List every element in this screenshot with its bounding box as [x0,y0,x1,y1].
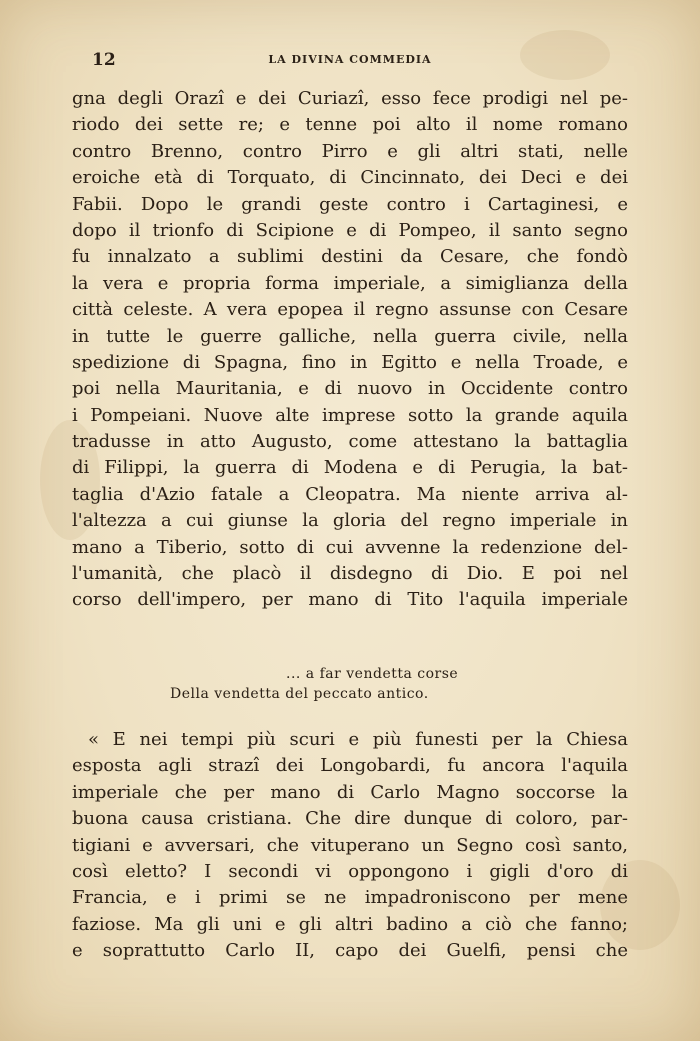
text-line: fu innalzato a sublimi destini da Cesare, che fondò [72,246,628,268]
text-line: Francia, e i primi se ne impadroniscono per mene [72,887,628,909]
text-line: riodo dei sette re; e tenne poi alto il nome romano [72,114,628,136]
text-line: dopo il trionfo di Scipione e di Pompeo, il santo segno [72,219,628,241]
text-line: e soprattutto Carlo II, capo dei Guelfi, pensi che [72,940,628,962]
text-line: così eletto? I secondi vi oppongono i gigli d'oro di [72,860,628,882]
paragraph-1 [72,86,628,614]
text-line: Fabii. Dopo le grandi geste contro i Cartaginesi, e [72,193,628,215]
text-line: di Filippi, la guerra di Modena e di Perugia, la bat- [72,457,628,479]
text-line: l'umanità, che placò il disdegno di Dio. E poi nel [72,563,628,585]
paragraph-2 [72,727,628,965]
text-line: faziose. Ma gli uni e gli altri badino a ciò che fanno; [72,913,628,935]
text-line: taglia d'Azio fatale a Cleopatra. Ma niente arriva al- [72,483,628,505]
text-line: in tutte le guerre galliche, nella guerra civile, nella [72,325,628,347]
text-line: « E nei tempi più scuri e più funesti per la Chiesa [88,729,628,750]
text-line: contro Brenno, contro Pirro e gli altri stati, nelle [72,140,628,162]
text-line: spedizione di Spagna, fino in Egitto e nella Troade, e [72,351,628,373]
text-line: città celeste. A vera epopea il regno assunse con Cesare [72,299,628,321]
text-line: i Pompeiani. Nuove alte imprese sotto la grande aquila [72,404,628,426]
verse-line: ... a far vendetta corse [286,666,459,682]
page-number: 12 [92,50,116,70]
page-header [72,50,628,72]
text-line: buona causa cristiana. Che dire dunque di coloro, par- [72,808,628,830]
running-title: LA DIVINA COMMEDIA [268,53,432,66]
verse-line: Della vendetta del peccato antico. [170,686,429,702]
text-line: mano a Tiberio, sotto di cui avvenne la redenzione del- [72,536,628,558]
text-line: tradusse in atto Augusto, come attestano la battaglia [72,431,628,453]
text-line: poi nella Mauritania, e di nuovo in Occidente contro [72,378,628,400]
text-line: gna degli Orazî e dei Curiazî, esso fece prodigi nel pe- [72,88,628,109]
text-line: l'altezza a cui giunse la gloria del regno imperiale in [72,510,628,532]
text-line: esposta agli strazî dei Longobardi, fu ancora l'aquila [72,755,628,777]
verse-quotation [72,664,628,704]
text-line: la vera e propria forma imperiale, a simiglianza della [72,272,628,294]
text-line: eroiche età di Torquato, di Cincinnato, dei Deci e dei [72,167,628,189]
text-line: tigiani e avversari, che vituperano un Segno così santo, [72,834,628,856]
text-line: imperiale che per mano di Carlo Magno soccorse la [72,781,628,803]
text-line: corso dell'impero, per mano di Tito l'aquila imperiale [72,589,628,611]
